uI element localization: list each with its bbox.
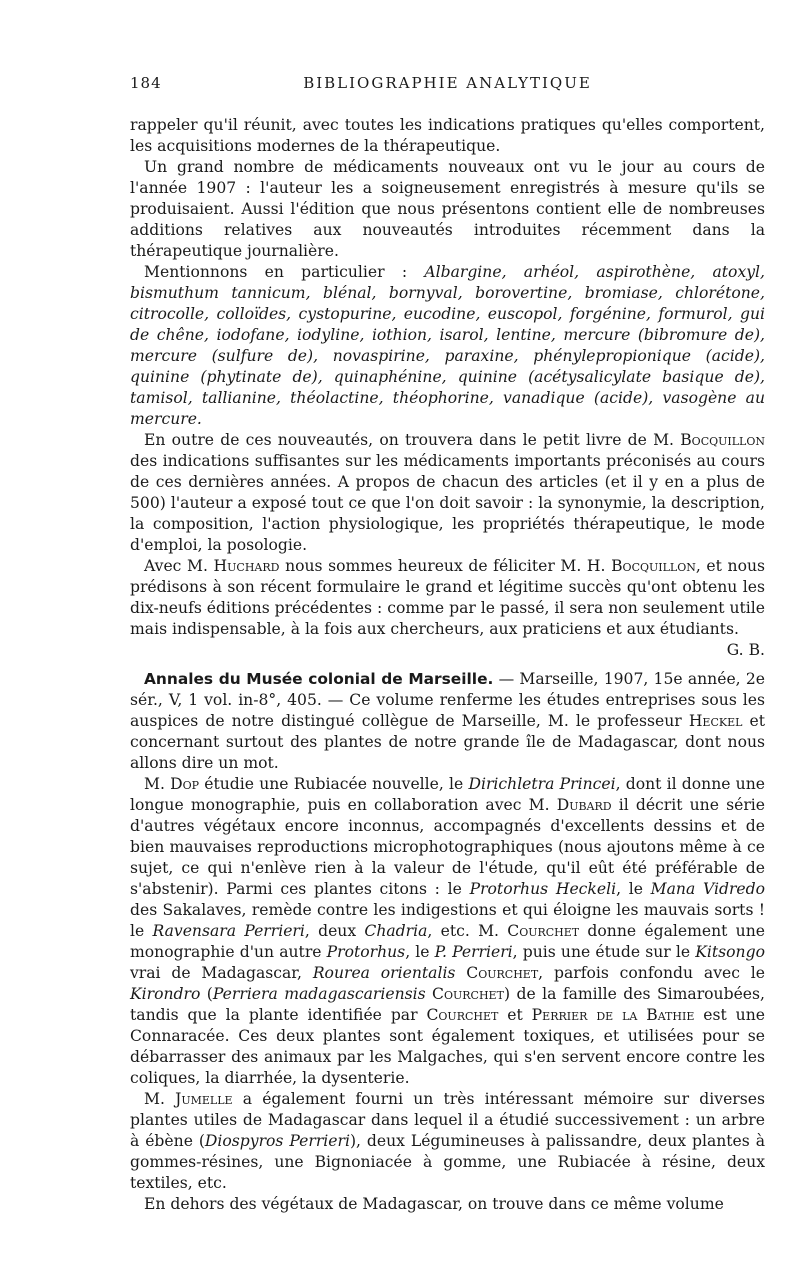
author-name: Huchard (213, 557, 280, 575)
author-name: Bocquillon (611, 557, 696, 575)
author-name: Bocquillon (680, 431, 765, 449)
drug-list: Albargine, arhéol, aspirothène, atoxyl, bismuthum tannicum, blénal, bornyval, borovertine, bromiase, chlorétone, citrocolle, colloïdes, cystopurine, eucodine, euscopol, forgénine, formurol, gui de chêne, iodofane, iodyline, iothion, isarol, lentine, mercure (bibromure de), mercure (sulfure de), novaspirine, paraxine, phénylepropionique (acide), quinine (phytinate de), quinaphénine, quinine (acétysalicylate basique de), tamisol, tallianine, théolactine, théophorine, vanadique (acide), vasogène au mercure. (130, 263, 765, 428)
paragraph: Un grand nombre de médicaments nouveaux ont vu le jour au cours de l'année 1907 : l'auteur les a soigneusement enregistrés à mesure qu'ils se produisaient. Aussi l'édition que nous présentons contient elle de nombreuses additions relatives aux nouveautés introduites récemment dans la thérapeutique journalière. (130, 158, 765, 260)
review-bocquillon (130, 115, 765, 659)
paragraph: Mentionnons en particulier : Albargine, arhéol, aspirothène, atoxyl, bismuthum tannicum, blénal, bornyval, borovertine, bromiase, chlorétone, citrocolle, colloïdes, cystopurine, eucodine, euscopol, forgénine, formurol, gui de chêne, iodofane, iodyline, iothion, isarol, lentine, mercure (bibromure de), mercure (sulfure de), novaspirine, paraxine, phénylepropionique (acide), quinine (phytinate de), quinaphénine, quinine (acétysalicylate basique de), tamisol, tallianine, théolactine, théophorine, vanadique (acide), vasogène au mercure. (130, 263, 765, 428)
paragraph: M. Dop étudie une Rubiacée nouvelle, le Dirichletra Princei, dont il donne une longue monographie, puis en collaboration avec M. Dubard il décrit une série d'autres végétaux encore inconnus, accompagnés d'excellents dessins et de bien mauvaises reproductions microphotographiques (nous ajoutons même à ce sujet, ce qui n'enlève rien à la valeur de l'étude, qu'il eût été préférable de s'abstenir). Parmi ces plantes citons : le Protorhus Heckeli, le Mana Vidredo des Sakalaves, remède contre les indigestions et qui éloigne les mauvais sorts ! le Ravensara Perrieri, deux Chadria, etc. M. Courchet donne également une monographie d'un autre Protorhus, le P. Perrieri, puis une étude sur le Kitsongo vrai de Madagascar, Rourea orientalis Courchet, parfois confondu avec le Kirondro (Perriera madagascariensis Courchet) de la famille des Simaroubées, tandis que la plante identifiée par Courchet et Perrier de la Bathie est une Connaracée. Ces deux plantes sont également toxiques, et utilisées pour se débarrasser des animaux par les Malgaches, qui s'en servent encore contre les coliques, la diarrhée, la dysenterie. (130, 775, 766, 1087)
running-title: BIBLIOGRAPHIE ANALYTIQUE (303, 74, 592, 92)
review-annales-marseille (130, 669, 765, 1215)
paragraph: Avec M. Huchard nous sommes heureux de féliciter M. H. Bocquillon, et nous prédisons à son récent formulaire le grand et légitime succès qu'ont obtenu les dix-neufs éditions précédentes : comme par le passé, il sera non seulement utile mais indispensable, à la fois aux chercheurs, aux praticiens et aux étudiants. G. B. (130, 557, 765, 659)
signature: G. B. (726, 641, 765, 659)
paragraph: rappeler qu'il réunit, avec toutes les indications pratiques qu'elles comportent, les acquisitions modernes de la thérapeutique. (130, 116, 765, 155)
paragraph: Annales du Musée colonial de Marseille. — Marseille, 1907, 15e année, 2e sér., V, 1 vol. in-8°, 405. — Ce volume renferme les études entreprises sous les auspices de notre distingué collègue de Marseille, M. le professeur Heckel et concernant surtout des plantes de notre grande île de Madagascar, dont nous allons dire un mot. (130, 670, 765, 772)
paragraph: M. Jumelle a également fourni un très intéressant mémoire sur diverses plantes utiles de Madagascar dans lequel il a étudié successivement : un arbre à ébène (Diospyros Perrieri), deux Légumineuses à palissandre, deux plantes à gommes-résines, une Bignoniacée à gomme, une Rubiacée à résine, deux textiles, etc. (130, 1090, 765, 1192)
author-name: Heckel (688, 712, 743, 730)
page-number: 184 (130, 74, 162, 92)
paragraph: En outre de ces nouveautés, on trouvera dans le petit livre de M. Bocquillon des indications suffisantes sur les médicaments importants préconisés au cours de ces dernières années. A propos de chacun des articles (et il y en a plus de 500) l'auteur a exposé tout ce que l'on doit savoir : la synonymie, la description, la composition, l'action physiologique, les propriétés thérapeutique, le mode d'emploi, la posologie. (130, 431, 765, 554)
review-title: Annales du Musée colonial de Marseille. (144, 670, 494, 688)
paragraph: En dehors des végétaux de Madagascar, on trouve dans ce même volume (144, 1195, 724, 1213)
page-body (130, 115, 765, 1215)
